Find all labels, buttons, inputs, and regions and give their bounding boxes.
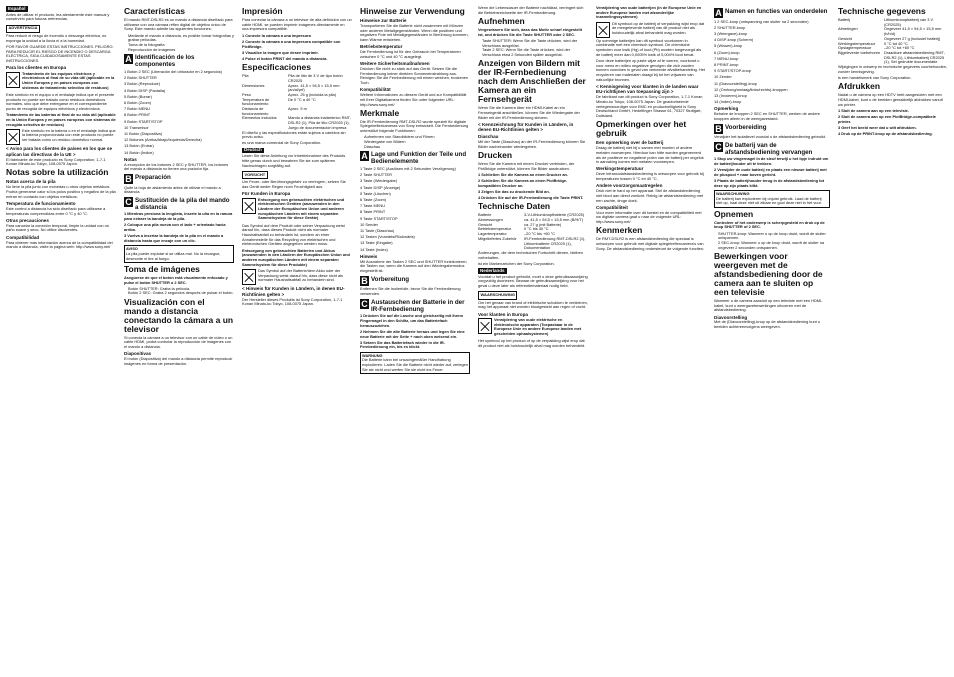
dutch-eu-bold: Verwijdering van oude elektrische en elektronische apparaten (Toepasbaar in de Europese Unie en andere Europese landen met gescheiden ophaalsystemen) (494, 316, 582, 337)
spec-key: Gewicht (838, 35, 853, 41)
spec-value: Draadloze afstandsbediening RMT-DSLR2 (1), Lithiumbatterij CR2025 (1), Set gedrukte documentatie (884, 49, 945, 65)
note-other-heading: Otras precauciones (6, 217, 49, 223)
slideshow-heading: Diavoorstelling (714, 314, 748, 320)
section-title: Identificación de los componentes (135, 54, 195, 69)
column-dutch-specs (838, 6, 948, 671)
features-list (360, 135, 470, 149)
list-item: 8 PRINT-knop (714, 61, 739, 67)
step-item: 3 Zeigen Sie das zu druckende Bild an. (478, 188, 550, 194)
warning-text: La pila puede explotar si se utiliza mal. No la recargue, desmonte ni tire al fuego. (126, 250, 221, 261)
section-b-header (360, 276, 470, 286)
dutch-battery-bold: Verwijdering van oude batterijen (in de Europese Unie en andere Europese landen met afzonderlijke inzamelingssystemen) (596, 6, 702, 20)
dutch-intro: Voordat u het product gebruikt, moet u deze gebruiksaanwijzing zorgvuldig doorlezen. Bewaar de gebruiksaanwijzing voor het geval u deze later als referentiemateriaal nodig hebt. (478, 273, 588, 289)
features-title: Merkmale (360, 107, 400, 118)
section-title: De batterij van de afstandsbediening vervangen (725, 141, 813, 156)
list-item: • Diaschau (364, 145, 470, 150)
spec-key: Gewicht (478, 221, 493, 227)
spec-key: Peso (242, 91, 251, 97)
usage-t3: Drücken Sie nicht zu stark auf das Gerät. Setzen Sie die Fernbedienung keiner direkten Sonneneinstrahlung aus. Reinigen Sie die Fernbedienung mit einem weichen, trockenen Tuch. (360, 65, 469, 86)
section-a-header (714, 8, 830, 18)
list-item: 14 Taste (Index) (360, 246, 388, 252)
spec-value: 0 °C tot 40 °C (884, 40, 908, 46)
notes-heading: Notas (124, 156, 137, 162)
section-a-header (360, 151, 470, 165)
list-item: • Taste 2 SEC: Wenn Sie die Taste drücken, wird der Verschluss etwa 2 Sekunden später ausgelöst. (482, 48, 588, 57)
crossed-bin-icon (596, 22, 610, 38)
spec-key: Dimensiones (242, 82, 265, 88)
specs-note: Wijzigingen in ontwerp en technische gegevens voorbehouden, zonder kennisgeving. (838, 64, 948, 74)
step-item: 3 Plaats de batterijhouder terug in de afstandsbediening tot deze op zijn plaats klikt. (714, 178, 825, 188)
dutch-warning: Om het gevaar van brand of elektrische schokken te verkleinen, mag het apparaat niet worden blootgesteld aan regen of vocht. (478, 299, 588, 310)
instructions-text: POR FAVOR GUARDE ESTAS INSTRUCCIONES. PELIGRO: PARA REDUCIR EL RIESGO DE INCENDIO O DESCARGA ELÉCTRICA, SIGA CUIDADOSAMENTE ESTAS INSTRUCCIONES. (6, 43, 114, 63)
section-title: Lage und Funktion der Teile und Bedienelemente (371, 151, 467, 166)
step-item: 3 Geef het beeld weer dat u wilt afdrukken. (838, 124, 917, 130)
note-compat-heading: Compatibilidad (6, 234, 40, 240)
specs-table (838, 18, 948, 65)
note-temp-heading: Temperatura de funcionamiento (6, 201, 76, 206)
list-item: 2 Taste SHUTTER (360, 172, 392, 178)
spec-row (242, 116, 352, 130)
usage-t2: Die Fernbedienung ist für den Gebrauch bei Temperaturen zwischen 0 °C und 40 °C ausgelegt. (360, 49, 461, 59)
spec-value: ca. 27 g (mit Batterie) (524, 221, 562, 227)
dutch-eu-heading: Voor klanten in Europa (478, 311, 528, 317)
disposal-text: Este símbolo en el equipo o el embalaje indica que el presente producto no puede ser tratado como residuos domésticos normales, sino que debe entregarse en el correspondiente punto de recogida de equipos eléctricos y electrónicos. (6, 91, 115, 111)
german-warning: Um Feuer- oder Berührungsgefahr zu verringern, setzen Sie das Gerät weder Regen noch Feuchtigkeit aus. (242, 179, 346, 189)
spec-key: Pila (242, 73, 249, 79)
list-item: 6 Botón (Zoom) (124, 99, 152, 105)
dutch-battery-text-2: Op sommige batterijen kan dit symbool voorkomen in combinatie met een chemisch symbool. De chemische symbolen voor kwik (Hg) of lood (Pb) worden toegevoegd als de batterij meer dan 0,0005% kwik of 0,004% lood bevat. (596, 37, 702, 57)
list-item: 6 Taste (Zoom) (360, 197, 387, 202)
notes-title: Opmerkingen over het gebruik (596, 119, 687, 139)
list-item: 3 Taste (Wiedergabe) (360, 178, 398, 184)
step-item: 1 Conecte la cámara a una impresora (242, 32, 311, 38)
step-item: 2 Sluit de camera aan op een PictBridge-compatibele printer. (838, 113, 936, 124)
warning-box (124, 245, 234, 263)
dutch-remote-text: De fabrikant van dit product is Sony Corporation, 1-7-1 Konan Minato-ku Tokyo, 108-0075 Japan. De geautoriseerde vertegenwoordiger voor EMC en productveiligheid is Sony Deutschland GmbH, Hedelfinger Strasse 61, 70327 Stuttgart, Duitsland. (596, 94, 703, 119)
prep-text: Entfernen Sie die Isolierfolie, bevor Sie die Fernbedienung verwenden. (360, 286, 461, 297)
slideshow-heading: Diaschau (478, 134, 499, 140)
warning-title: AVISO (126, 246, 138, 252)
spec-key: Opslagtemperatuur (838, 45, 872, 51)
spec-key: Mitgeliefertes Zubehör (478, 235, 517, 241)
features-intro: El mando RMT-DSLR2 es un mando a distancia diseñado para utilizarse con una cámara réflex digital de objetivo único de Sony. Este mando admite las siguientes funciones: (124, 17, 233, 32)
recording-list (714, 232, 830, 251)
list-item: 14 (Index)-knop (714, 99, 742, 105)
remote-heading: < Aviso para los clientes de países en los que se aplican las directivas de la UE > (6, 146, 112, 157)
section-c-header (714, 142, 830, 156)
usage-h4: Kompatibilität (360, 87, 391, 93)
list-item: 2 SHUTTER-knop (714, 24, 746, 30)
spec-value: Aprox. 25 g (incluida la pila) (288, 91, 337, 97)
section-title: Voorbereiding (725, 123, 767, 131)
section-letter: C (715, 141, 722, 152)
spec-value: ca. 41,5 × 94,5 × 15,5 mm (B/H/T) (524, 216, 584, 222)
spec-key: Distancia de funcionamiento (242, 106, 269, 116)
step-item: 1 Mientras presiona la lengüeta, inserte la uña en la ranura para extraer la bandeja de la pila. (124, 211, 233, 222)
list-item: 8 Taste PRINT (360, 209, 386, 215)
note-text: Behalve de knoppen 2 SEC en SHUTTER, werken de andere knoppen alleen in de weergavestand. (714, 111, 820, 121)
list-item: 12 Tasten (Vorwärts/Rückwärts) (360, 234, 415, 240)
spec-key: Batterie (478, 212, 492, 218)
note-t1: Draag de batterij niet bij u samen met munten of andere metalen voorwerpen. Hierdoor kan hitte worden gegenereerd als de positieve en negatieve polen van de batterij per ongeluk in aanraking komen met metalen voorwerpen. (596, 145, 704, 165)
note-t3: Druk niet te hard op het apparaat. Stel de afstandsbediening niet bloot aan direct zonlicht. Reinig de afstandsbediening met een zachte, droge doek. (596, 188, 704, 203)
weee-block (6, 72, 116, 92)
crossed-bin-icon (6, 72, 20, 88)
step-item: 2 Schließen Sie die Kamera an einen PictBridge-kompatiblen Drucker an. (478, 177, 568, 188)
step-item: 4 Drücken Sie auf der IR-Fernbedienung die Taste PRINT. (478, 195, 584, 201)
list-item: 9 START/STOP-knop (714, 68, 751, 74)
list-item: • SHUTTER-knop: Wanneer u op de knop drukt, wordt de sluiter ontspannen. (718, 232, 830, 241)
list-item: 5 (Wissen)-knop (714, 43, 743, 49)
spec-value: Pila de litio de 3 V de tipo botón CR2025 (288, 73, 343, 83)
battery-bold: Tratamiento de las baterías al final de su vida útil (aplicable en la Unión Europea y en países europeos con sistemas de recogida selectiva de residuos) (6, 112, 116, 127)
spec-key: Werkingstemperatuur (838, 40, 876, 46)
german-eu-text: Das Symbol auf dem Produkt oder seiner Verpackung weist darauf hin, dass dieses Produkt nicht als normaler Haushaltsabfall zu behandeln ist, sondern an einer Annahmestelle für das Recycling von elektrischen und elektronischen Geräten abgegeben werden muss. (242, 222, 345, 247)
section-letter: A (361, 151, 368, 162)
warning-title: WAARSCHUWING (716, 191, 750, 197)
section-b-header (714, 124, 830, 134)
notes-text: A excepción de los botones 2 SEC y SHUTTER, los botones del mando a distancia no tienen una posición fija. (124, 161, 229, 172)
note-battery-text: No lleve la pila junto con monedas u otros objetos metálicos. Podría generarse calor si los polos positivo y negativo de la pila entran en contacto con objetos metálicos. (6, 184, 116, 199)
disposal-heading: Para los clientes en Europa (6, 65, 66, 71)
prep-text: Quite la hoja de aislamiento antes de utilizar el mando a distancia. (124, 184, 221, 195)
specs-table (478, 213, 588, 251)
spec-value: Aprox. 5 m (288, 106, 307, 112)
list-item: 12 (Omhoog/omlaag/links/rechts)-knoppen (714, 86, 788, 92)
note-battery-heading: Notas acerca de la pila (6, 179, 56, 185)
note-h3: Andere voorzorgsmaatregelen (596, 183, 663, 189)
shooting-intro: Asegúrese de que el botón está visualmente enfocado y pulse el botón SHUTTER o 2 SEC. (124, 274, 228, 285)
features-text: Die IR-Fernbedienung RMT-DSLR2 wurde speziell für digitale Spiegelreflexkameras von Sony entwickelt. Die Fernbedienung unterstützt folgende Funktionen: (360, 118, 469, 134)
section-title: Preparación (135, 174, 171, 182)
recording-title: Opnemen (714, 208, 754, 219)
dutch-remote-heading: < Kennisgeving voor klanten in de landen waar EU-richtlijnen van toepassing zijn > (596, 83, 699, 95)
specs-title: Technische Daten (478, 201, 551, 212)
parts-list (714, 20, 830, 105)
list-item: 2 Botón SHUTTER (124, 75, 157, 81)
section-letter: B (361, 275, 368, 286)
features-text: De RMT-DSLR2 is een afstandsbediening die speciaal is ontworpen voor gebruik met digitale spiegelreflexcamera's van Sony. De afstandsbediening ondersteunt de volgende functies: (596, 236, 704, 251)
warning-tag: WAARSCHUWING (478, 291, 517, 299)
list-item: 8 Botón PRINT (124, 112, 151, 118)
spec-value: 3-V-Lithiumknopfbatterie (CR2025) (524, 212, 585, 218)
list-item: 1 2 SEC-knop (ontspanning van sluiter na 2 seconden) (714, 18, 809, 24)
print-title: Afdrukken (838, 81, 881, 92)
german-intro: Lesen Sie diese Anleitung vor Inbetriebnahme des Produkts bitte genau durch und bewahren Sie sie zum späteren Nachschlagen sorgfältig auf. (242, 153, 346, 168)
list-item: 1 Botón 2 SEC (Liberación del obturador en 2 segundos) (124, 68, 222, 74)
warning-tag: ADVERTENCIA (6, 25, 40, 33)
section-title: Vorbereitung (371, 275, 410, 283)
list-item: 11 (Diavoorstelling)-knop (714, 80, 757, 86)
crossed-bin-icon (242, 269, 256, 285)
spec-value: De 0 °C a 40 °C (288, 96, 316, 102)
parts-list (124, 70, 234, 155)
disposal-bold: Tratamiento de los equipos eléctricos y electrónicos al final de su vida útil (aplicable en la Unión Europea y en países europeos con sistemas de tratamiento selectivo de residuos) (22, 70, 115, 90)
note-heading: Opmerking (714, 106, 739, 112)
section-letter: C (125, 196, 132, 207)
hint-heading: Hinweis (360, 253, 378, 259)
step-item: 2 Nehmen Sie die alte Batterie heraus und legen Sie eine neue Batterie mit der Seite + nach oben weisend ein. (360, 328, 465, 339)
list-item: 7 Botón MENU (124, 106, 150, 112)
slideshow-heading: Diapositivas (124, 351, 152, 357)
list-item: 14 Botón (Índice) (124, 149, 154, 155)
tv-title: Anzeigen von Bildern mit der IR-Fernbedienung nach dem Anschließen der Kamera an ein Fernsehgerät (478, 58, 586, 105)
spec-value: Lithiumknoopbatterij van 3 V (CR2025) (884, 17, 934, 27)
column-spanish-features (124, 6, 234, 671)
list-item: 9 Botón START/STOP (124, 118, 163, 124)
section-title: Namen en functies van onderdelen (725, 8, 828, 15)
list-item: 13 Taste (Eingabe) (360, 240, 393, 246)
crossed-bin-icon (478, 318, 492, 334)
language-tag-dutch: Nederlands (480, 267, 505, 273)
language-tag-spanish: Español (8, 6, 26, 11)
warning-tag: VORSICHT (242, 171, 268, 179)
note-h2: Werkingstemperatuur (596, 166, 644, 172)
section-letter: B (715, 123, 722, 134)
features-list (124, 34, 234, 53)
specs-note: El diseño y las especificaciones están sujetos a cambios sin previo aviso. (242, 129, 346, 140)
tv-viewing-text: Si conecta la cámara a un televisor con un cable de vídeo o un cable HDMI, podrá controlar la reproducción de imágenes con el mando a distancia. (124, 334, 233, 350)
list-item: • Aufnehmen von Standbildern und Filmen (364, 135, 470, 140)
step-item: 4 Pulse el botón PRINT del mando a distancia. (242, 55, 328, 61)
spec-value: Ongeveer 27 g (inclusief batterij) (884, 35, 941, 41)
list-item: 4 DISP-knop (Scherm) (714, 37, 754, 43)
list-item: 6 (Zoom)-knop (714, 49, 740, 55)
note-t4: Voor meer informatie over dit toestel en de compatibiliteit met uw digitale camera gaat u naar de volgende URL: http://www.sony.net/ (596, 209, 702, 225)
list-item: • Botón SHUTTER: Graba la película. (128, 287, 234, 292)
usage-t4: Weitere Informationen zu diesem Gerät und zur Kompatibilität mit Ihrer Digitalkamera finden Sie unter folgender URL: http://www.sony.net/ (360, 92, 467, 107)
note-temp-text: Este control a distancia ha sido diseñado para utilizarse a temperaturas comprendidas entre 0 °C y 40 °C. (6, 205, 106, 216)
warning-title: WARNUNG (362, 352, 383, 358)
list-item: 3 Botón (Reproducir) (124, 81, 161, 87)
specs-title: Especificaciones (242, 62, 311, 73)
print-title: Impresión (242, 6, 283, 16)
weee-block (242, 198, 352, 223)
parts-list (360, 167, 470, 252)
list-item: 1 Taste 2 SEC (Auslösen mit 2 Sekunden Verzögerung) (360, 165, 456, 171)
specs-title: Technische gegevens (838, 6, 926, 16)
trademark-text: ist ein Markenzeichen der Sony Corporation. (478, 260, 555, 266)
warning-box (360, 352, 470, 375)
usage-title: Hinweise zur Verwendung (360, 6, 465, 16)
specs-table (242, 74, 352, 130)
list-item: 4 Botón DISP (Pantalla) (124, 87, 166, 93)
spec-key: Lagertemperatur (478, 231, 507, 237)
list-item: • Botón 2 SEC: Graba 2 segundos después de pulsar el botón. (128, 291, 234, 296)
step-item: 1 Drücken Sie auf die Lasche und gleichzeitig mit Ihrem Fingernagel in den Schlitz, um das Batteriefach herauszuziehen. (360, 313, 463, 328)
spec-row (478, 237, 588, 251)
battery-block (6, 129, 116, 145)
step-item: 2 Conecte la cámara a una impresora compatible con PictBridge. (242, 38, 341, 49)
features-title: Características (124, 6, 185, 16)
list-item: 5 Botón (Borrar) (124, 93, 152, 99)
spec-value: Aprox. 41,5 × 94,5 × 15,5 mm (an/al/prf) (288, 82, 340, 93)
print-intro: Para conectar la cámara a un televisor de alta definición con un cable HDMI, se pueden imprimir imágenes directamente en una impresora compatible. (242, 17, 352, 32)
german-eu-bold: Entsorgung von gebrauchten elektrischen und elektronischen Geräten (anzuwenden in den Ländern der Europäischen Union und anderen europäischen Ländern mit einem separaten Sammelsystem für diese Geräte) (258, 196, 345, 221)
section-a-header (124, 54, 234, 68)
section-title: Sustitución de la pila del mando a distancia (135, 196, 230, 211)
intro-text: Antes de utilizar el producto, lea atentamente este manual y consérvelo para futuras referencias. (6, 11, 110, 22)
column-spanish-print-german (242, 6, 352, 671)
list-item: 7 MENU-knop (714, 55, 739, 61)
list-item: • Wiedergabe von Bildern (364, 140, 470, 145)
list-item: 13 Botón (Entrar) (124, 143, 154, 149)
spec-value: Mando a distancia inalámbrico RMT-DSLR2 (1), Pila de litio CR2025 (1), Juego de documentación impresa (288, 115, 352, 130)
trademark-text: is een handelsmerk van Sony Corporation. (838, 74, 912, 80)
dutch-battery-text-3: Door deze batterijen op juiste wijze af te voeren, voorkomt u voor mens en milieu negatieve gevolgen die zich zouden kunnen voordoen in geval van verkeerde afvalbehandeling. Het recycleren van materialen draagt bij tot het vrijwaren van natuurlijke bronnen. (596, 57, 706, 82)
list-item: 4 Taste DISP (Anzeige) (360, 184, 401, 190)
print-title: Drucken (478, 149, 513, 160)
column-dutch-notes (596, 6, 706, 671)
step-item: 2 Coloque una pila nueva con el lado + orientado hacia arriba. (124, 222, 226, 233)
section-c-header (360, 299, 470, 313)
step-item: 4 Druk op de PRINT-knop op de afstandsbediening. (838, 131, 933, 137)
column-german-usage (360, 6, 470, 671)
step-item: 1 Stop uw vingernagel in de sleuf terwijl u het lipje indrukt om de batterijhouder uit te trekken. (714, 156, 829, 167)
german-remote-heading: < Hinweis für Kunden in Ländern, in denen EU-Richtlinien gelten > (242, 286, 345, 297)
section-b-header (124, 174, 234, 184)
usage-h1: Hinweise zur Batterie (360, 18, 407, 23)
section-letter: A (715, 8, 722, 18)
step-item: 3 Setzen Sie das Batteriefach wieder in die IR-Fernbedienung ein, bis es klickt. (360, 339, 445, 350)
list-item: 3 (Weergave)-knop (714, 30, 748, 36)
section-letter: C (361, 298, 368, 309)
spec-key: Afmetingen (838, 26, 858, 32)
specs-note: Änderungen, die dem technischen Fortschritt dienen, bleiben vorbehalten. (478, 249, 583, 260)
section-letter: A (125, 54, 132, 65)
tv-title: Bewerkingen voor weergeven met de afstandsbediening door de camera aan te sluiten op een televisie (714, 250, 823, 297)
spec-row (838, 51, 948, 65)
list-item: 9 Taste START/STOP (360, 215, 398, 221)
weee-block (478, 318, 588, 338)
list-item: 7 Taste MENU (360, 203, 386, 209)
prep-text: Verwijder het isolatievel voordat u de afstandsbediening gebruikt. (714, 134, 827, 140)
spec-key: Temperatura de funcionamiento (242, 96, 270, 107)
german-eu-heading: Für Kunden in Europa (242, 191, 291, 197)
step-item: 3 Visualice la imagen que desee imprimir. (242, 49, 319, 55)
list-item: 10 Zender (714, 74, 732, 80)
spec-value: 0 °C bis 40 °C (524, 226, 549, 232)
section-letter: B (125, 174, 132, 185)
dutch-eu-text: Het symbool op het product of op de verpakking wijst erop dat dit product niet als huishoudelijk afval mag worden behandeld. (478, 338, 586, 348)
print-text: Nadat u de camera op een HDTV hebt aangesloten met een HDMI-kabel, kunt u de beelden gemakkelijk afdrukken vanuit uw printer. (838, 92, 943, 107)
language-tag-german: Deutsch (244, 147, 262, 153)
crossed-bin-icon (242, 198, 256, 214)
battery-block (242, 269, 352, 285)
list-item: 11 Botón (Diapositiva) (124, 130, 162, 136)
shooting-title: Toma de imágenes (124, 263, 200, 274)
battery-block (596, 22, 706, 38)
spec-value: IR-Fernbedienung RMT-DSLR2 (1), Lithiumbatterie CR2025 (1), Dokumentation (524, 235, 586, 251)
german-battery-text: Das Symbol auf der Batterie/dem Akku oder der Verpackung weist darauf hin, dass diese nicht als normaler Haushaltsabfall zu behandeln sind. (258, 267, 343, 283)
list-item: 10 Sender (360, 221, 378, 227)
remote-text: El fabricante de este producto es Sony Corporation, 1-7-1 Konan Minato-ku Tokyo, 108-0075 Japón. (6, 156, 106, 167)
spec-key: Batterij (838, 17, 851, 22)
list-item: 12 Botones (Arriba/Abajo/Izquierda/Derecha) (124, 137, 202, 143)
hd-heading: < Kennzeichnung für Kunden in Ländern, in denen EU-Richtlinien gelten > (478, 121, 574, 133)
spec-value: Ongeveer 41,5 × 94,5 × 15,5 mm (b/h/d) (884, 26, 942, 37)
list-item: 11 Taste (Diaschau) (360, 228, 395, 234)
tv-text: Wanneer u de camera aansluit op een televisie met een HDMI-kabel, kunt u weergavebewerkingen uitvoeren met de afstandsbediening. (714, 297, 823, 313)
note-t2: Deze infraroodafstandsbediening is ontworpen voor gebruik bij temperaturen tussen 0 °C en 40 °C. (596, 171, 704, 182)
recording-intro: Controleer of het onderwerp is scherpgesteld en druk op de knop SHUTTER of 2 SEC. (714, 219, 825, 230)
tv-text: Wenn Sie die Kamera über ein HDMI-Kabel an ein Fernsehgerät anschließen, können Sie die Wiedergabe der Bilder mit der IR-Fernbedienung steuern. (478, 105, 580, 120)
battery-life-text: Wenn die Lebensdauer der Batterie nachlässt, verringert sich die Betriebsreichweite der IR-Fernbedienung. (478, 6, 584, 15)
list-item: 13 (Invoeren)-knop (714, 92, 747, 98)
german-remote-text: Der Hersteller dieses Produkts ist Sony Corporation, 1-7-1 Konan Minato-ku Tokyo, 108-0075 Japan. (242, 296, 343, 307)
recording-title: Aufnehmen (478, 15, 525, 26)
step-item: 3 Vuelva a insertar la bandeja de la pila en el mando a distancia hasta que encaje con un clic. (124, 233, 224, 243)
slideshow-text: Mit der Taste (Diaschau) an der IR-Fernbedienung können Sie Bilder nacheinander wiedergeben. (478, 138, 586, 149)
list-item: • 2 SEC-knop: Wanneer u op de knop drukt, wordt de sluiter na ongeveer 2 seconden ontspannen. (718, 241, 830, 250)
spec-key: Bijgeleverde toebehoren (838, 49, 881, 55)
list-item: • Taste SHUTTER: Wenn Sie die Taste drücken, wird der Verschluss ausgelöst. (482, 39, 588, 48)
section-title: Austauschen der Batterie in der IR-Fernbedienung (371, 298, 465, 313)
note-h1: Een opmerking over de batterij (596, 140, 664, 146)
step-item: 2 Verwijder de oude batterij en plaats een nieuwe batterij met de pluspool + naar boven gericht. (714, 167, 827, 177)
crossed-bin-icon (6, 129, 20, 145)
column-german-recording (478, 6, 588, 671)
warning-box (714, 190, 830, 208)
step-item: 1 Schließen Sie die Kamera an einen Drucker an. (478, 171, 568, 177)
recording-list (478, 39, 588, 58)
usage-h2: Betriebstemperatur (360, 44, 403, 50)
list-item: • Toma de la fotografía (128, 43, 234, 48)
column-dutch-parts (714, 6, 830, 671)
spec-key: Abmessungen (478, 216, 503, 222)
note-compat-text: Para obtener más información acerca de la compatibilidad del mando a distancia, visite la página web: http://www.sony.net/ (6, 239, 113, 250)
german-battery-bold: Entsorgung von gebrauchten Batterien und Akkus (anzuwenden in den Ländern der Europäischen Union und anderen europäischen Ländern mit einem separaten Sammelsystem für diese Produkte) (242, 247, 350, 267)
slideshow-text: Met de (Diavoorstelling)-knop op de afstandsbediening kunt u beelden achtereenvolgens weergeven. (714, 319, 820, 330)
notes-title: Notas sobre la utilización (6, 167, 109, 178)
list-item: • Reproducción de imágenes (128, 48, 234, 53)
usage-t1: Transportieren Sie die Batterie nicht zusammen mit Münzen oder anderen Metallgegenständen. Wenn die positiven und negativen Pole mit Metallgegenständen in Berührung kommen, kann Wärme entstehen. (360, 22, 469, 43)
slideshow-text: El botón (Diapositiva) del mando a distancia permite reproducir imágenes en forma de presentación. (124, 356, 233, 366)
tv-viewing-title: Visualización con el mando a distancia conectando la cámara a un televisor (124, 296, 234, 334)
trademark-text: es una marca comercial de Sony Corporation. (242, 140, 322, 146)
shooting-list (124, 287, 234, 296)
section-c-header (124, 197, 234, 211)
note-other-text: Para cancelar la conexión temporal, limpie la unidad con un paño suave y seco. No utilice disolventes. (6, 222, 109, 233)
spec-value: –20 °C bis +60 °C (524, 231, 556, 237)
battery-text: Este símbolo en la batería o en el embalaje indica que la batería proporcionada con este producto no puede ser tratada como un residuo doméstico normal. (22, 127, 116, 143)
spec-value: –20 °C tot +60 °C (884, 45, 915, 51)
spec-key: Elementos incluidos (242, 115, 277, 121)
step-item: 1 Sluit de camera aan op een televisie. (838, 107, 909, 113)
list-item: • Mediante el mando a distancia, es posible tomar fotografías y grabar películas. (128, 34, 234, 43)
list-item: 5 Taste (Löschen) (360, 190, 391, 196)
print-text: Wenn Sie die Kamera mit einem Drucker verbinden, der PictBridge unterstützt, können Sie Bilder ausdrucken. (478, 160, 575, 171)
usage-h3: Weitere Sicherheitsmaßnahmen (360, 61, 430, 67)
spec-key: Betriebstemperatur (478, 226, 512, 232)
warning-text: Para reducir el riesgo de incendio o descarga eléctrica, no exponga la unidad a la lluvia ni a la humedad. (6, 32, 107, 43)
warning-text: De batterij kan exploderen bij onjuist gebruik. Laad de batterij niet op, haal deze niet uit elkaar en gooi deze niet in het vuur. (716, 195, 822, 206)
recording-intro: Vergewissern Sie sich, dass das Motiv scharf eingestellt ist, und drücken Sie die Taste SHUTTER oder 2 SEC. (478, 26, 583, 37)
note-h4: Compatibiliteit (596, 204, 628, 210)
dutch-battery-text: Dit symbool op de batterij of verpakking wijst erop dat de meegeleverde batterij van dit product niet als huishoudelijk afval behandeld mag worden. (612, 20, 705, 36)
warning-text: Die Batterie kann bei unsachgemäßer Handhabung explodieren. Laden Sie die Batterie nicht wieder auf, zerlegen Sie sie nicht und werfen Sie sie nicht ins Feuer. (362, 357, 468, 372)
hint-text: Mit Ausnahme der Tasten 2 SEC und SHUTTER funktionieren die Tasten nur, wenn die Kamera auf den Wiedergabemodus eingestellt ist. (360, 258, 467, 274)
column-spanish-intro (6, 6, 116, 671)
features-title: Kenmerken (596, 225, 643, 236)
list-item: 10 Transmisor (124, 124, 149, 130)
